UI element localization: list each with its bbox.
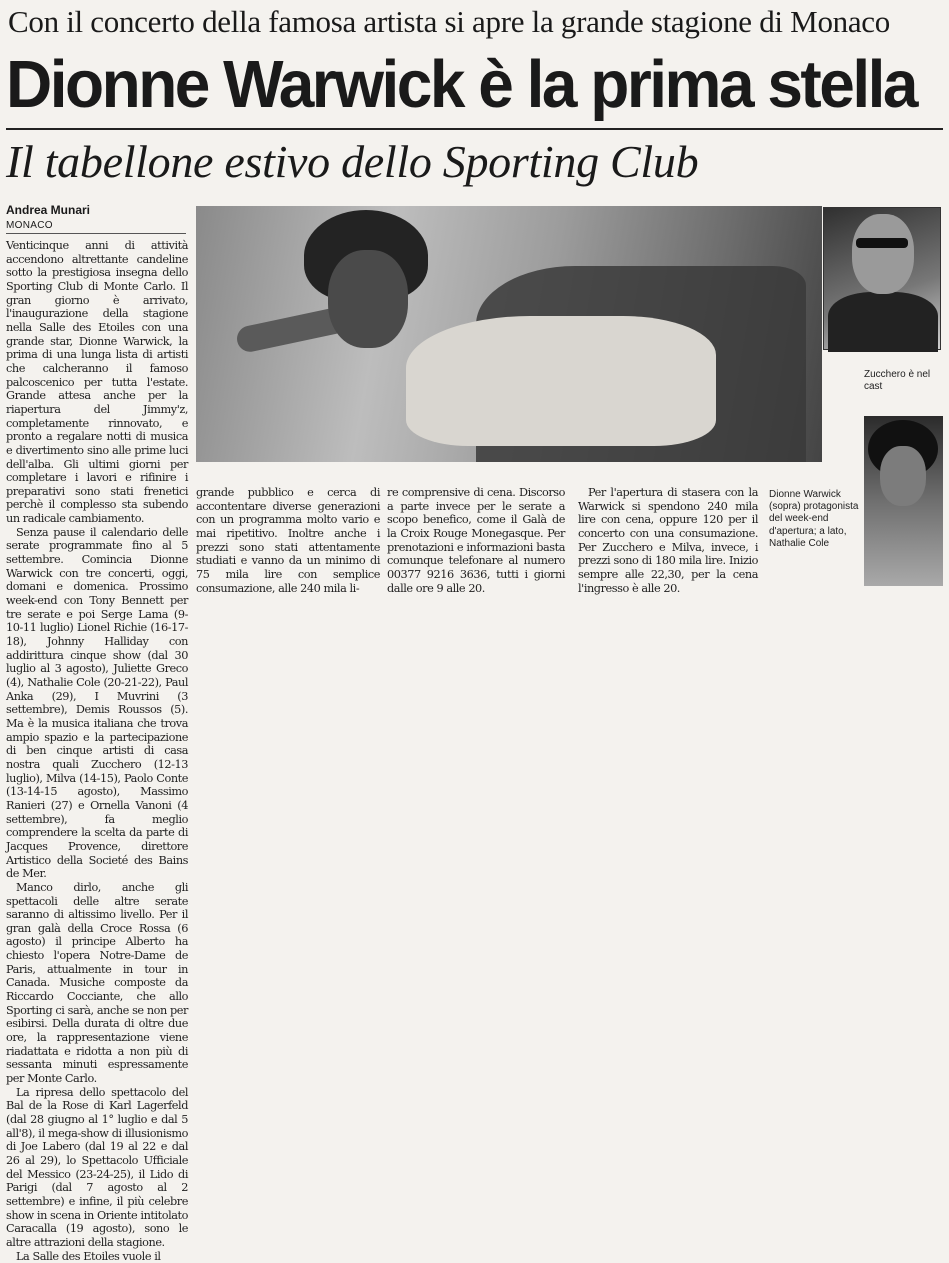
dateline: MONACO <box>6 220 53 231</box>
article-column-4 <box>578 486 758 595</box>
article-column-3 <box>387 486 565 595</box>
paragraph: Senza pause il calendario delle serate programmate fino al 5 settembre. Comincia Dionne Warwick con tre concerti, oggi, domani e domenica. Prossimo week-end con Tony Bennett per tre serate e poi Serge Lama (9-10-11 luglio) Lionel Richie (16-17-18), Johnny Halliday con addirittura cinque show (dal 30 luglio al 3 agosto), Juliette Greco (4), Nathalie Cole (20-21-22), Paul Anka (29), I Muvrini (3 settembre), Demis Roussos (5). Ma è la musica italiana che trova ampio spazio e la partecipazione di ben cinque artisti di casa nostra quali Zucchero (12-13 luglio), Milva (14-15), Paolo Conte (13-14-15 agosto), Massimo Ranieri (27) e Ornella Vanoni (4 settembre), fa meglio comprendere la scelta da parte di Jacques Provence, direttore Artistico della Societé des Bains de Mer. <box>6 525 188 881</box>
photo-dionne-warwick <box>196 206 822 462</box>
article-column-1 <box>6 239 188 1263</box>
paragraph: grande pubblico e cerca di accontentare diverse generazioni con un programma molto vario e mai ripetitivo. Inoltre anche i prezzi sono stati attentamente studiati e vanno da un minimo di 75 mila lire con semplice consumazione, alle 240 mila li- <box>196 486 380 595</box>
paragraph: Venticinque anni di attività accendono altrettante candeline sotto la prestigiosa insegna dello Sporting Club di Monte Carlo. Il gran giorno è arrivato, l'inaugurazione della stagione nella Salle des Etoiles con una grande star, Dionne Warwick, la prima di una lunga lista di artisti che calcheranno il famoso palcoscenico per tutta l'estate. Grande attesa anche per la riapertura del Jimmy'z, completamente rinnovato, e pronto a regalare notti di musica e divertimento sino alle prime luci dell'alba. Gli ultimi giorni per completare i lavori e rifinire i preparativi sono stati frenetici perchè il complesso sta subendo un radicale cambiamento. <box>6 239 188 526</box>
byline: Andrea Munari <box>6 203 91 217</box>
paragraph: Per l'apertura di stasera con la Warwick si spendono 240 mila lire con cena, oppure 120 per il concerto con una consumazione. Per Zucchero e Milva, invece, i prezzi sono di 180 mila lire. Inizio sempre alle 22,30, per la cena l'ingresso è alle 20. <box>578 486 758 595</box>
caption-photos: Dionne Warwick (sopra) protagonista del week-end d'apertura; a lato, Nathalie Cole <box>769 489 859 549</box>
headline-rule <box>6 128 943 130</box>
paragraph: Manco dirlo, anche gli spettacoli delle altre serate saranno di altissimo livello. Per il gran galà della Croce Rossa (6 agosto) il principe Alberto ha chiesto l'opera Notre-Dame de Paris, attualmente in tour in Canada. Musiche composte da Riccardo Cocciante, che allo Sporting ci sarà, anche se non per esibirsi. Della durata di oltre due ore, la rappresentazione viene riadattata e ridotta a non più di sessanta minuti espressamente per Monte Carlo. <box>6 880 188 1086</box>
photo-zucchero <box>823 207 941 350</box>
main-headline: Dionne Warwick è la prima stella <box>6 46 916 122</box>
paragraph: La Salle des Etoiles vuole il <box>16 1249 161 1263</box>
caption-zucchero: Zucchero è nel cast <box>864 369 931 393</box>
article-column-2 <box>196 486 380 595</box>
dateline-rule <box>6 233 186 234</box>
subheadline: Il tabellone estivo dello Sporting Club <box>6 136 699 187</box>
photo-nathalie-cole <box>864 416 943 586</box>
paragraph: re comprensive di cena. Discorso a parte invece per le serate a scopo benefico, come il Galà de la Croix Rouge Monegasque. Per prenotazioni e informazioni basta comunque telefonare al numero 00377 9216 3636, tutti i giorni dalle ore 9 alle 20. <box>387 486 565 595</box>
paragraph: La ripresa dello spettacolo del Bal de la Rose di Karl Lagerfeld (dal 28 giugno al 1° luglio e dal 5 all'8), il mega-show di illusionismo di Joe Labero (dal 19 al 22 e dal 26 al 29), lo Spettacolo Ufficiale del Messico (23-24-25), il Lido di Parigi (dal 7 agosto al 2 settembre) e infine, il più celebre show in scena in Oriente intitolato Caracalla (19 agosto), sono le altre attrazioni della stagione. <box>6 1085 188 1249</box>
kicker-headline: Con il concerto della famosa artista si apre la grande stagione di Monaco <box>8 4 890 39</box>
